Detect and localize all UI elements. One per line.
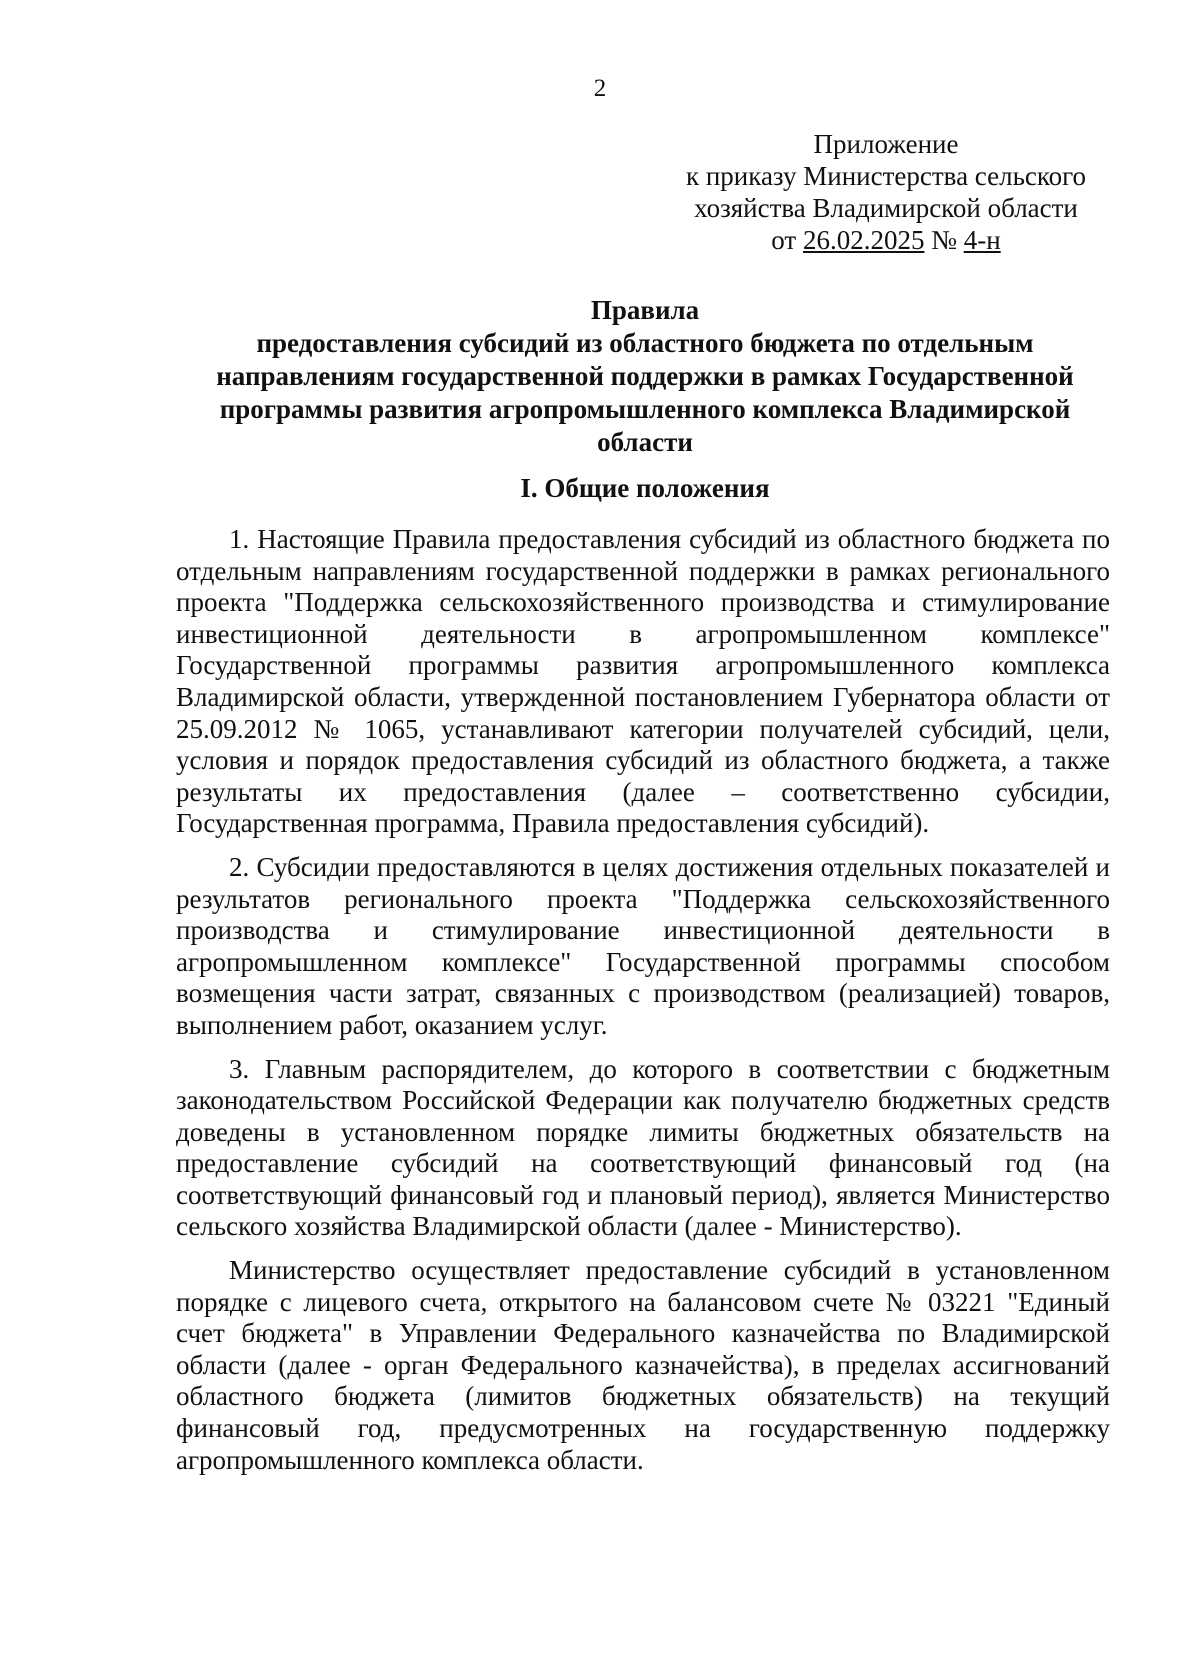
number-sign: № bbox=[931, 225, 957, 255]
title-line-3: направлениям государственной поддержки в рамках Государственной bbox=[216, 361, 1074, 391]
appendix-date-line bbox=[656, 224, 1116, 256]
paragraph-4: Министерство осуществляет предоставление субсидий в установленном порядке с лицевого счета, открытого на балансовом счете № 03221 "Единый счет бюджета" в Управлении Федерального казначейства по Владимирской области (далее - орган Федерального казначейства), в пределах ассигнований областного бюджета (лимитов бюджетных обязательств) на текущий финансовый год, предусмотренных на государственную поддержку агропромышленного комплекса области. bbox=[176, 1255, 1110, 1475]
title-line-2: предоставления субсидий из областного бюджета по отдельным bbox=[256, 328, 1034, 358]
document-body bbox=[176, 524, 1110, 1488]
appendix-line-2: к приказу Министерства сельского bbox=[685, 161, 1087, 191]
date-prefix: от bbox=[771, 225, 797, 255]
appendix-line-1: Приложение bbox=[813, 129, 959, 159]
order-date: 26.02.2025 bbox=[802, 225, 925, 255]
appendix-block bbox=[656, 128, 1116, 256]
title-line-4: программы развития агропромышленного комплекса Владимирской bbox=[219, 394, 1071, 424]
paragraph-1: 1. Настоящие Правила предоставления субсидий из областного бюджета по отдельным направлениям государственной поддержки в рамках регионального проекта "Поддержка сельскохозяйственного производства и стимулирование инвестиционной деятельности в агропромышленном комплексе" Государственной программы развития агропромышленного комплекса Владимирской области, утвержденной постановлением Губернатора области от 25.09.2012 № 1065, устанавливают категории получателей субсидий, цели, условия и порядок предоставления субсидий из областного бюджета, а также результаты их предоставления (далее – соответственно субсидии, Государственная программа, Правила предоставления субсидий). bbox=[176, 524, 1110, 839]
paragraph-3: 3. Главным распорядителем, до которого в соответствии с бюджетным законодательством Российской Федерации как получателю бюджетных средств доведены в установленном порядке лимиты бюджетных обязательств на предоставление субсидий на соответствующий финансовый год (на соответствующий финансовый год и плановый период), является Министерство сельского хозяйства Владимирской области (далее - Министерство). bbox=[176, 1053, 1110, 1242]
paragraph-2: 2. Субсидии предоставляются в целях достижения отдельных показателей и результатов регионального проекта "Поддержка сельскохозяйственного производства и стимулирование инвестиционной деятельности в агропромышленном комплексе" Государственной программы способом возмещения части затрат, связанных с производством (реализацией) товаров, выполнением работ, оказанием услуг. bbox=[176, 851, 1110, 1040]
page-number: 2 bbox=[593, 75, 607, 102]
order-number: 4-н bbox=[963, 225, 1001, 255]
title-line-5: области bbox=[597, 427, 693, 457]
section-heading: I. Общие положения bbox=[520, 473, 770, 503]
title-line-1: Правила bbox=[590, 295, 700, 325]
appendix-line-3: хозяйства Владимирской области bbox=[694, 193, 1078, 223]
document-title bbox=[150, 294, 1140, 459]
